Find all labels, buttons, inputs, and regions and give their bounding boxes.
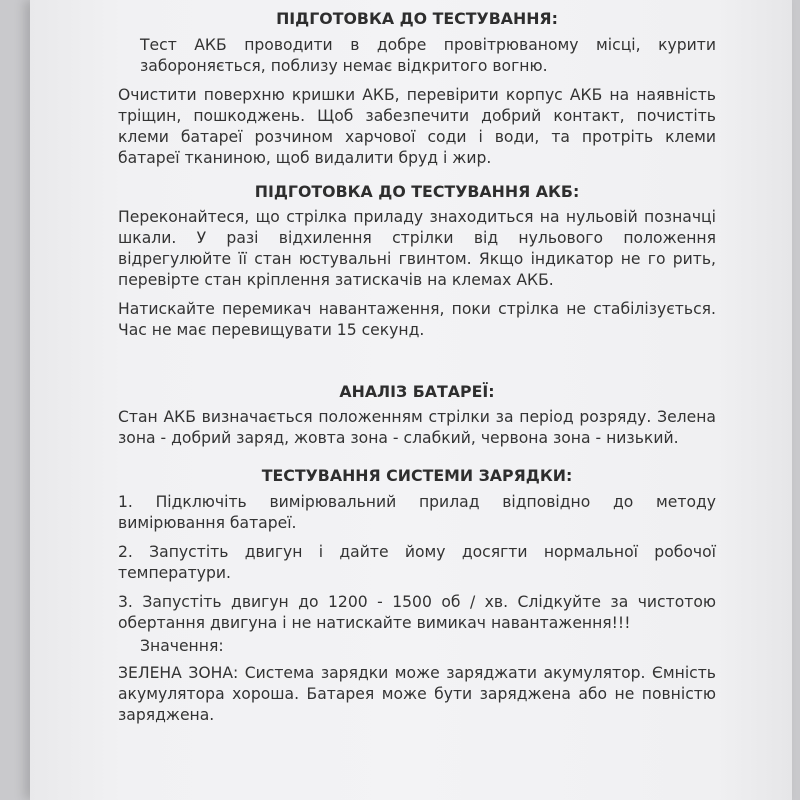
list-item-step-1: 1. Підключіть вимірювальний прилад відповідно до методу вимірювання батареї.: [118, 493, 716, 532]
section-heading-charging-test: ТЕСТУВАННЯ СИСТЕМИ ЗАРЯДКИ:: [261, 466, 573, 485]
paragraph-cleaning: Очистити поверхню кришки АКБ, перевірити корпус АКБ на наявність тріщин, пошкоджень. Щоб забезпечити добрий контакт, почистіть клеми батареї розчином харчової соди і води, та протріть клеми батареї тканиною, щоб видалити бруд і жир.: [118, 86, 716, 167]
instruction-sheet: [30, 0, 792, 800]
section-heading-battery-preparation: ПІДГОТОВКА ДО ТЕСТУВАННЯ АКБ:: [254, 182, 580, 201]
paragraph-load-switch: Натискайте перемикач навантаження, поки стрілка не стабілізується. Час не має перевищувати 15 секунд.: [118, 300, 716, 339]
paragraph-green-zone: ЗЕЛЕНА ЗОНА: Система зарядки може заряджати акумулятор. Ємність акумулятора хороша. Батарея може бути заряджена або не повністю заряджена.: [118, 664, 716, 724]
paragraph-zones: Стан АКБ визначається положенням стрілки за період розряду. Зелена зона - добрий заряд, жовта зона - слабкий, червона зона - низький.: [118, 408, 716, 447]
list-item-step-2: 2. Запустіть двигун і дайте йому досягти нормальної робочої температури.: [118, 543, 716, 582]
paragraph-needle-zero: Переконайтеся, що стрілка приладу знаходиться на нульовій позначці шкали. У разі відхилення стрілки від нульового положення відрегулюйте її стан юстувальні гвинтом. Якщо індикатор не го рить, перевірте стан кріплення затискачів на клемах АКБ.: [118, 208, 716, 289]
values-label: Значення:: [140, 637, 224, 655]
list-item-step-3: 3. Запустіть двигун до 1200 - 1500 об / хв. Слідкуйте за чистотою обертання двигуна і не натискайте вимикач навантаження!!!: [118, 593, 716, 632]
instruction-content: [118, 0, 716, 734]
paragraph-ventilation: Тест АКБ проводити в добре провітрюваному місці, курити забороняється, поблизу немає відкритого вогню.: [140, 36, 716, 75]
section-heading-preparation: ПІДГОТОВКА ДО ТЕСТУВАННЯ:: [276, 9, 558, 28]
section-heading-battery-analysis: АНАЛІЗ БАТАРЕЇ:: [339, 382, 495, 401]
